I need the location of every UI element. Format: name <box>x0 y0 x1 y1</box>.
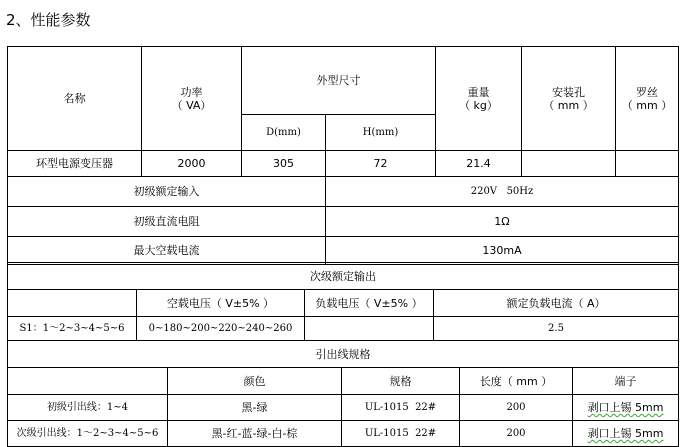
rated-current-value: 2.5 <box>434 317 679 341</box>
lead-length-1: 200 <box>460 395 573 421</box>
primary-row-2 <box>8 207 679 237</box>
lead-name-1: 初级引出线：1~4 <box>8 395 168 421</box>
rated-current-header: 额定负载电流（ A） <box>434 290 679 317</box>
lead-name-2: 次级引出线：1～2~3~4~5~6 <box>8 421 168 447</box>
dimensions-header: 外型尺寸 <box>242 47 436 115</box>
spec-header: 规格 <box>342 368 460 395</box>
product-name: 环型电源变压器 <box>8 151 142 177</box>
noload-header: 空载电压（ V±5% ） <box>137 290 305 317</box>
power-header: 功率 （ VA） <box>142 47 242 151</box>
primary-row-3 <box>8 237 679 265</box>
section-heading: 2、性能参数 <box>6 11 91 29</box>
secondary-header-row <box>8 290 679 317</box>
h-header: H(mm) <box>326 115 436 151</box>
lead-row-primary <box>8 395 679 421</box>
secondary-title-row <box>8 263 679 290</box>
load-value <box>305 317 434 341</box>
leads-table <box>7 340 679 447</box>
secondary-title: 次级额定输出 <box>8 263 679 290</box>
lead-spec-1: UL-1015 22# <box>342 395 460 421</box>
lead-terminal-1: 剥口上锡 5mm <box>573 395 679 421</box>
product-d: 305 <box>242 151 326 177</box>
product-row <box>8 151 679 177</box>
winding-header <box>8 290 137 317</box>
lead-name-header <box>8 368 168 395</box>
noload-value: 0~180~200~220~240~260 <box>137 317 305 341</box>
color-header: 颜色 <box>168 368 342 395</box>
primary-value-3: 130mA <box>326 237 679 265</box>
name-header: 名称 <box>8 47 142 151</box>
load-header: 负载电压（ V±5% ） <box>305 290 434 317</box>
weight-header: 重量 （ kg） <box>436 47 522 151</box>
primary-value-2: 1Ω <box>326 207 679 237</box>
product-screw <box>616 151 679 177</box>
leads-header-row <box>8 368 679 395</box>
performance-table <box>7 46 679 265</box>
primary-label-1: 初级额定输入 <box>8 177 326 207</box>
primary-row-1 <box>8 177 679 207</box>
secondary-data-row <box>8 317 679 341</box>
lead-terminal-2: 剥口上锡 5mm <box>573 421 679 447</box>
length-header: 长度（ mm ） <box>460 368 573 395</box>
winding-value: S1：1～2~3~4~5~6 <box>8 317 137 341</box>
d-header: D(mm) <box>242 115 326 151</box>
lead-length-2: 200 <box>460 421 573 447</box>
lead-color-2: 黑-红-蓝-绿-白-棕 <box>168 421 342 447</box>
terminal-header: 端子 <box>573 368 679 395</box>
leads-title-row <box>8 341 679 368</box>
product-weight: 21.4 <box>436 151 522 177</box>
product-hole <box>522 151 616 177</box>
screw-header: 罗丝 （ mm ） <box>616 47 679 151</box>
leads-title: 引出线规格 <box>8 341 679 368</box>
lead-spec-2: UL-1015 22# <box>342 421 460 447</box>
primary-label-2: 初级直流电阻 <box>8 207 326 237</box>
secondary-table <box>7 262 679 341</box>
lead-color-1: 黑-绿 <box>168 395 342 421</box>
primary-value-1: 220V 50Hz <box>326 177 679 207</box>
product-h: 72 <box>326 151 436 177</box>
header-row <box>8 47 679 115</box>
hole-header: 安装孔 （ mm ） <box>522 47 616 151</box>
product-power: 2000 <box>142 151 242 177</box>
primary-label-3: 最大空载电流 <box>8 237 326 265</box>
